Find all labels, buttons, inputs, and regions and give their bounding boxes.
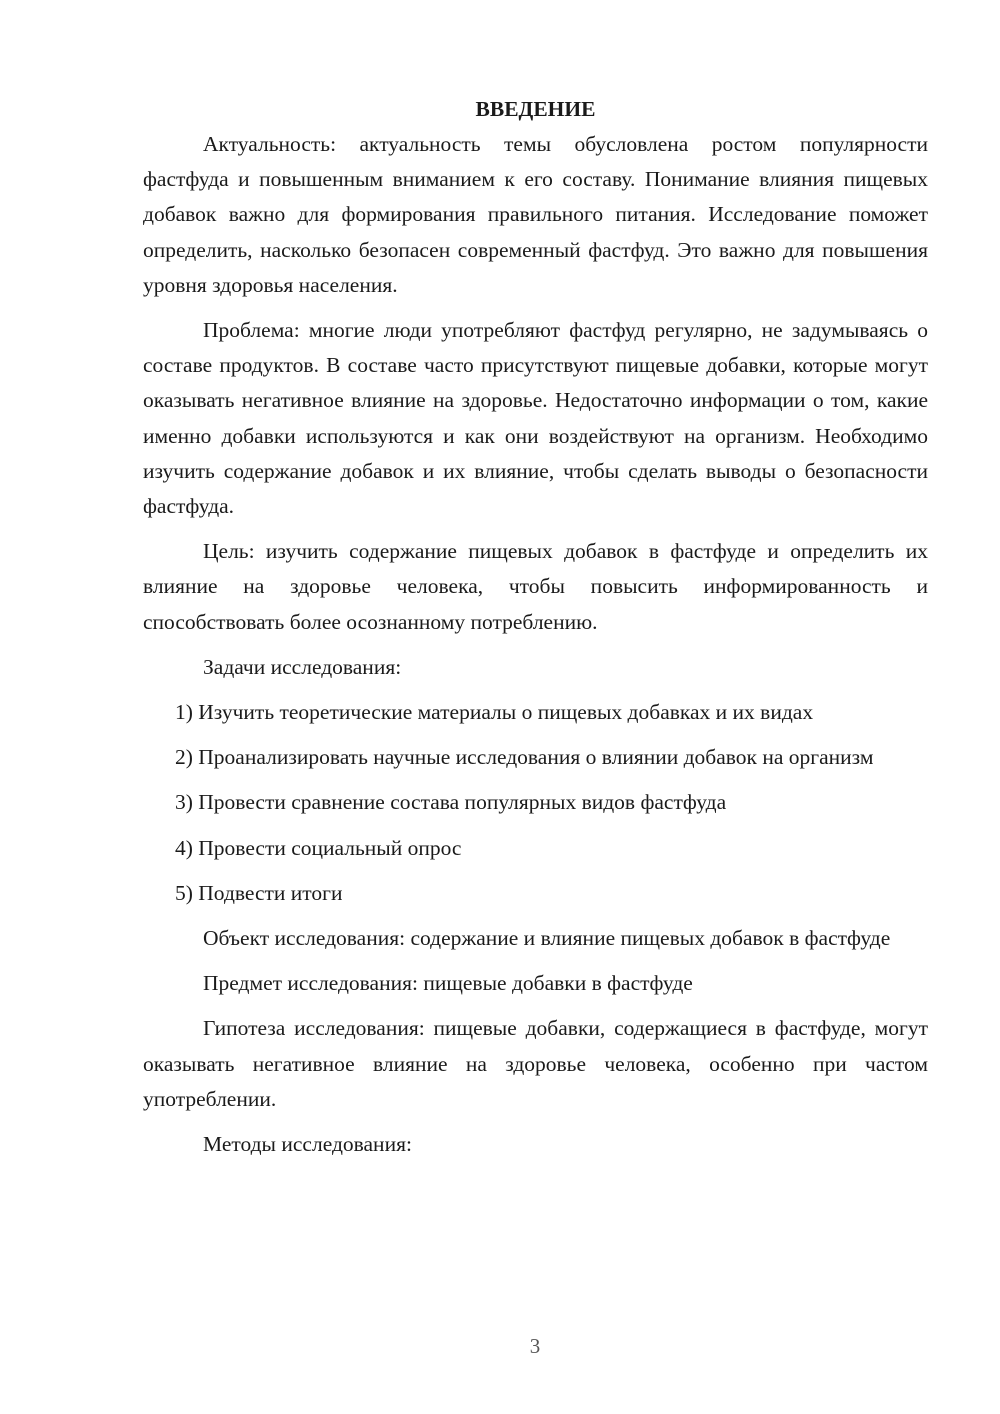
page-title: ВВЕДЕНИЕ: [475, 97, 596, 121]
paragraph-goal: Цель: изучить содержание пищевых добавок в фастфуде и определить их влияние на здоровье человека, чтобы повысить информированность и способствовать более осознанному потреблению.: [143, 539, 928, 634]
paragraph-subject: Предмет исследования: пищевые добавки в фастфуде: [203, 971, 693, 996]
task-item-2: 2) Проанализировать научные исследования о влиянии добавок на организм: [175, 745, 874, 770]
page-number: 3: [529, 1334, 541, 1358]
paragraph-tasks-heading: Задачи исследования:: [203, 654, 402, 679]
task-item-4: 4) Провести социальный опрос: [175, 835, 462, 860]
paragraph-hypothesis: Гипотеза исследования: пищевые добавки, содержащиеся в фастфуде, могут оказывать негативное влияние на здоровье человека, особенно при частом употреблении.: [143, 1016, 928, 1111]
task-item-1: 1) Изучить теоретические материалы о пищевых добавках и их видах: [175, 700, 814, 725]
paragraph-object: Объект исследования: содержание и влияние пищевых добавок в фастфуде: [203, 926, 891, 951]
paragraph-problem: Проблема: многие люди употребляют фастфуд регулярно, не задумываясь о составе продуктов. В составе часто присутствуют пищевые добавки, которые могут оказывать негативное влияние на здоровье. Недостаточно информации о том, какие именно добавки используются и как они воздействуют на организм. Необходимо изучить содержание добавок и их влияние, чтобы сделать выводы о безопасности фастфуда.: [143, 318, 928, 519]
task-item-5: 5) Подвести итоги: [175, 880, 343, 905]
task-item-3: 3) Провести сравнение состава популярных видов фастфуда: [175, 790, 727, 815]
paragraph-relevance: Актуальность: актуальность темы обусловлена ростом популярности фастфуда и повышенным вниманием к его составу. Понимание влияния пищевых добавок важно для формирования правильного питания. Исследование поможет определить, насколько безопасен современный фастфуд. Это важно для повышения уровня здоровья населения.: [143, 132, 928, 297]
document-body: [143, 92, 928, 1172]
paragraph-methods: Методы исследования:: [203, 1132, 412, 1157]
